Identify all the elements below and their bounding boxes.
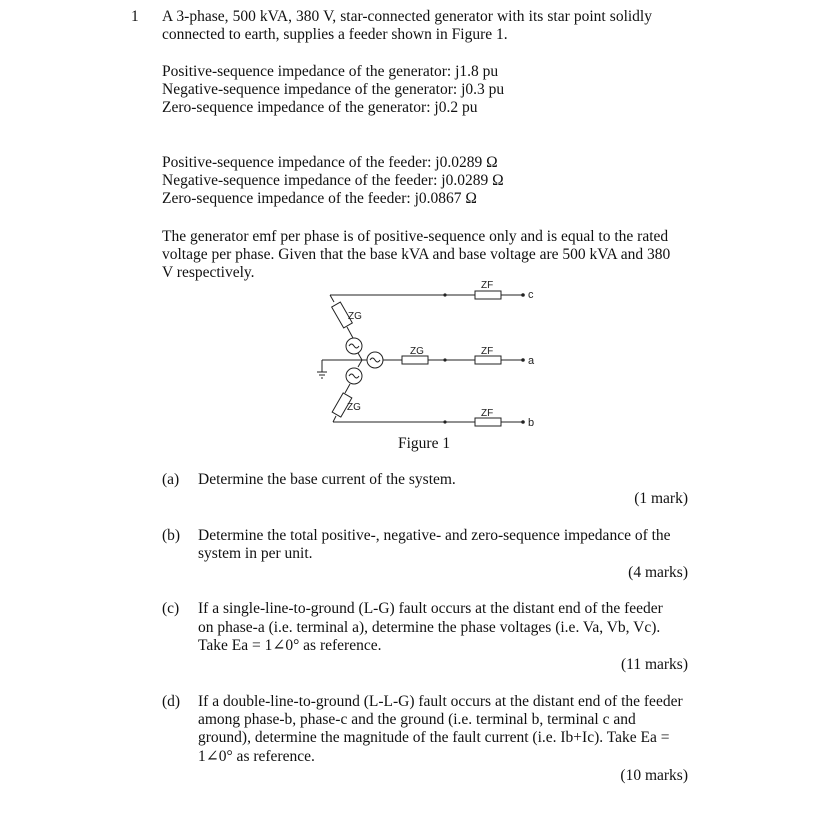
gen-impedance-mid: [402, 356, 428, 364]
terminal-a-dot: [521, 358, 525, 362]
terminal-c-dot: [521, 293, 525, 297]
feeder-zero-impedance: Zero-sequence impedance of the feeder: j0.0867 Ω: [162, 190, 477, 207]
emf-line-1: The generator emf per phase is of positive-sequence only and is equal to the rated: [162, 228, 669, 245]
part-d-text-4: 1∠0° as reference.: [198, 748, 315, 765]
label-zg-bottom: ZG: [347, 402, 361, 413]
part-a-marks: (1 mark): [634, 490, 688, 507]
label-zg-mid: ZG: [410, 346, 424, 357]
part-d-text-2: among phase-b, phase-c and the ground (i.e. terminal b, terminal c and: [198, 711, 636, 728]
label-zf-c: ZF: [481, 280, 494, 291]
part-d-text-1: If a double-line-to-ground (L-L-G) fault occurs at the distant end of the feeder: [198, 693, 683, 710]
part-b-label: (b): [162, 527, 181, 544]
terminal-b-label: b: [528, 417, 535, 429]
generator-negative-impedance: Negative-sequence impedance of the generator: j0.3 pu: [162, 81, 505, 98]
part-d-text-3: ground), determine the magnitude of the fault current (i.e. Ib+Ic). Take Ea =: [198, 729, 670, 746]
feeder-impedance-c: [475, 291, 501, 299]
part-c-text-3: Take Ea = 1∠0° as reference.: [198, 637, 382, 654]
intro-line-2: connected to earth, supplies a feeder shown in Figure 1.: [162, 26, 508, 43]
part-a-label: (a): [162, 471, 180, 488]
intro-line-1: A 3-phase, 500 kVA, 380 V, star-connected generator with its star point solidly: [162, 8, 652, 25]
part-c-text-2: on phase-a (i.e. terminal a), determine the phase voltages (i.e. Va, Vb, Vc).: [198, 619, 661, 636]
part-b-text-1: Determine the total positive-, negative- and zero-sequence impedance of the: [198, 527, 671, 544]
label-zf-b: ZF: [481, 408, 494, 419]
emf-line-3: V respectively.: [162, 264, 255, 281]
question-number: 1: [131, 8, 139, 25]
terminal-c-label: c: [528, 289, 534, 301]
part-d-label: (d): [162, 693, 181, 710]
part-c-marks: (11 marks): [620, 656, 688, 673]
part-c-label: (c): [162, 600, 180, 617]
part-d-marks: (10 marks): [620, 767, 688, 784]
terminal-b-dot: [521, 420, 525, 424]
feeder-positive-impedance: Positive-sequence impedance of the feeder: j0.0289 Ω: [162, 154, 498, 171]
feeder-impedance-b: [475, 418, 501, 426]
part-b-marks: (4 marks): [628, 564, 688, 581]
generator-positive-impedance: Positive-sequence impedance of the generator: j1.8 pu: [162, 63, 499, 80]
emf-line-2: voltage per phase. Given that the base kVA and base voltage are 500 kVA and 380: [162, 246, 671, 263]
part-a-text: Determine the base current of the system.: [198, 471, 456, 488]
figure-caption: Figure 1: [398, 435, 451, 452]
generator-zero-impedance: Zero-sequence impedance of the generator: j0.2 pu: [162, 99, 478, 116]
label-zg-top: ZG: [348, 311, 362, 322]
feeder-negative-impedance: Negative-sequence impedance of the feeder: j0.0289 Ω: [162, 172, 504, 189]
part-b-text-2: system in per unit.: [198, 545, 313, 562]
circuit-diagram: [300, 276, 550, 436]
part-c-text-1: If a single-line-to-ground (L-G) fault occurs at the distant end of the feeder: [198, 600, 663, 617]
label-zf-a: ZF: [481, 346, 494, 357]
feeder-impedance-a: [475, 356, 501, 364]
terminal-a-label: a: [528, 355, 535, 367]
